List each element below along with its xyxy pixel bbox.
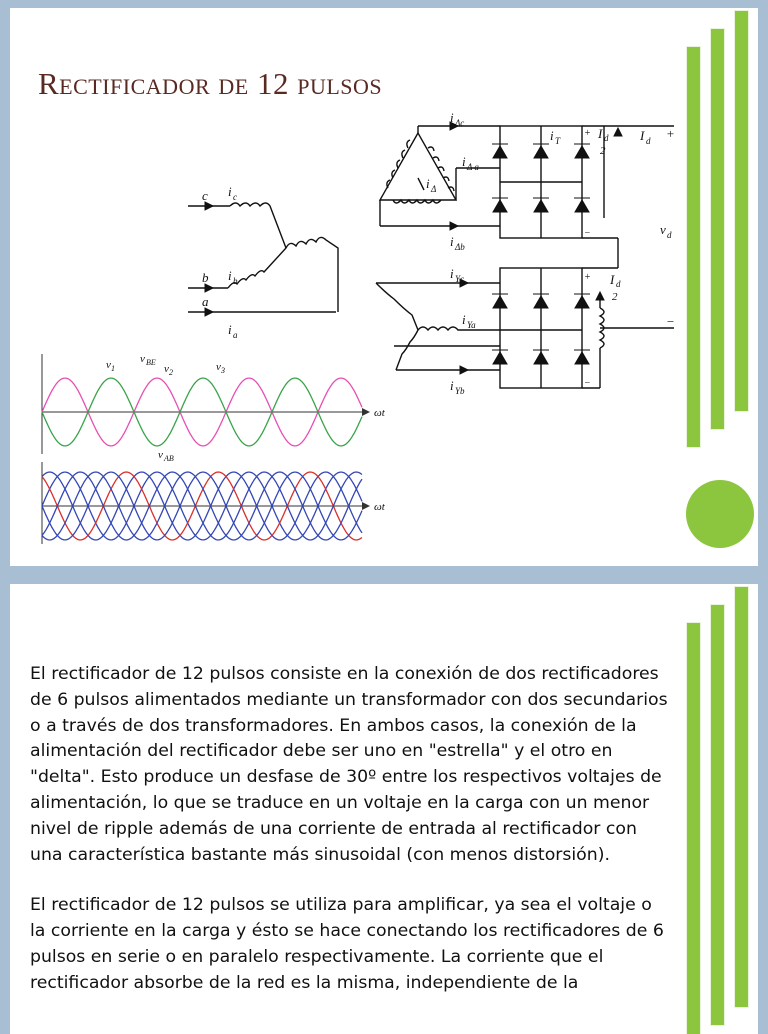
label-id-half-bottom: I [610,272,615,287]
label-id-half-top: I [598,126,603,141]
label-minus-top: − [584,228,591,239]
label-iya-sub: Ya [467,320,476,330]
label-a: a [202,294,209,309]
label-id-half-top-sub: d [604,133,609,143]
label-plus-out: + [666,126,675,141]
label-id-half-bottom-sub: d [616,279,621,289]
axis-label-wt-top: ωt [374,407,385,419]
label-plus-top: + [584,128,591,139]
wave-label-v1: v [106,359,111,371]
label-iyb-sub: Yb [455,386,465,396]
label-ida: i [426,176,430,191]
wave-label-v3: v [216,361,221,373]
label-ia-sub: a [233,330,238,340]
paragraph-1: El rectificador de 12 pulsos consiste en la conexión de dos rectificadores de 6 pulsos alimentados mediante un transformador con dos secundarios o a través de dos transformadores. En ambos casos, la conexión de la alimentación del rectificador debe ser uno en "estrella" y el otro en "delta". Esto produce un desfase de 30º entre los respectivos voltajes de alimentación, lo que se traduce en un voltaje en la carga con un menor nivel de ripple además de una corriente de entrada al rectificador con una característica bastante más sinusoidal (con menos distorsión). [30,664,668,865]
accent-bar-4 [686,622,701,1034]
wave-label-v2: v [164,363,169,375]
label-minus-out: − [666,314,675,329]
slide-1 [10,8,758,566]
label-Id: I [640,128,645,143]
wave-label-v3-sub: 3 [221,366,225,375]
accent-bar-6 [734,586,749,1008]
label-two-bottom: 2 [612,291,618,303]
label-it-sub: T [555,136,561,146]
label-ic-sub: c [233,192,237,202]
label-idb: i [450,234,454,249]
accent-bar-2 [710,28,725,430]
accent-circle [686,480,754,548]
wave-label-v2-sub: 2 [169,368,173,377]
label-idc: i [450,110,454,125]
wave-label-vab-sub: AB [164,454,174,463]
label-ia: i [228,322,232,337]
wave-label-vbe: v [140,353,145,365]
label-it: i [550,128,554,143]
label-c: c [202,188,208,203]
label-ida-sub: Δ [431,184,437,194]
label-iyc: i [450,266,454,281]
accent-bar-1 [686,46,701,448]
label-ic: i [228,184,232,199]
paragraph-2: El rectificador de 12 pulsos se utiliza para amplificar, ya sea el voltaje o la corriente en la carga y ésto se hace conectando los rectificadores de 6 pulsos en serie o en paralelo respectivamente. La corriente que el rectificador absorbe de la red es la misma, independiente de la [30,895,664,993]
slide-2 [10,584,758,1034]
label-plus-bottom: + [584,272,591,283]
label-ib-sub: b [233,276,238,286]
label-idaa: i [462,154,466,169]
label-iya: i [462,312,466,327]
wave-label-vbe-sub: BE [146,358,156,367]
label-vd: v [660,222,666,237]
axis-label-wt-bottom: ωt [374,501,385,513]
wave-label-vab: v [158,449,163,461]
label-iyb: i [450,378,454,393]
accent-bar-3 [734,10,749,412]
label-ib: i [228,268,232,283]
label-minus-bottom: − [584,378,591,389]
label-two-top: 2 [600,145,606,157]
label-idc-sub: Δc [455,118,465,128]
label-idb-sub: Δb [455,242,465,252]
label-b: b [202,270,209,285]
body-text [30,662,670,1022]
waveform-plots [40,350,385,546]
wave-label-v1-sub: 1 [111,364,115,373]
label-idaa-sub: Δ a [467,162,479,172]
label-vd-sub: d [667,230,672,240]
label-Id-sub: d [646,136,651,146]
slide-title: Rectificador de 12 pulsos [38,66,383,101]
label-iyc-sub: Yc [455,274,464,284]
accent-bar-5 [710,604,725,1026]
